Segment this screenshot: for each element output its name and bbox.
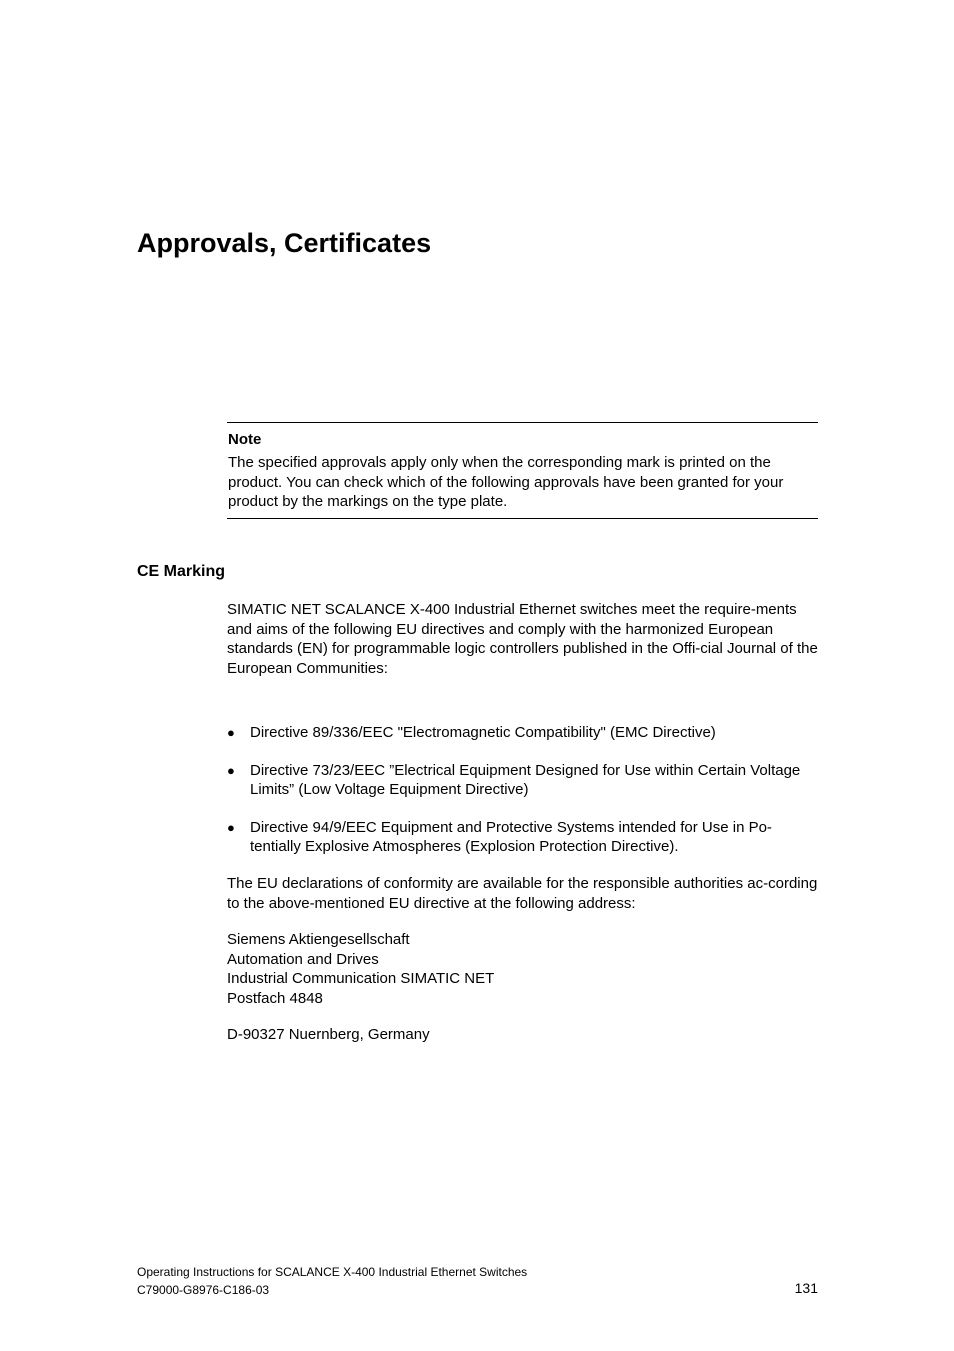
note-box <box>227 422 818 519</box>
address-line: Industrial Communication SIMATIC NET <box>227 970 495 987</box>
bullet-icon: ● <box>227 819 235 835</box>
declaration-paragraph: The EU declarations of conformity are available for the responsible authorities ac-cording to the above-mentioned EU directive at the following address: <box>227 875 818 912</box>
note-heading: Note <box>228 431 262 448</box>
bullet-icon: ● <box>227 725 235 740</box>
section-heading-ce-marking: CE Marking <box>137 563 226 580</box>
bullet-icon: ● <box>227 762 235 778</box>
address-block <box>227 930 818 1008</box>
list-item <box>227 761 818 800</box>
address-city: D-90327 Nuernberg, Germany <box>227 1026 430 1043</box>
directive-text: Directive 94/9/EEC Equipment and Protective Systems intended for Use in Po-tentially Explosive Atmospheres (Explosion Protection Directive). <box>250 818 772 855</box>
ce-intro-paragraph: SIMATIC NET SCALANCE X-400 Industrial Ethernet switches meet the require-ments and aims of the following EU directives and comply with the harmonized European standards (EN) for programmable logic controllers published in the Offi-cial Journal of the European Communities: <box>227 601 818 677</box>
directive-list <box>227 723 818 875</box>
footer-document-info <box>137 1263 527 1299</box>
address-line: Postfach 4848 <box>227 989 323 1007</box>
directive-text: Directive 73/23/EEC ”Electrical Equipment Designed for Use within Certain Voltage Limits” (Low Voltage Equipment Directive) <box>250 761 801 798</box>
directive-text: Directive 89/336/EEC "Electromagnetic Compatibility" (EMC Directive) <box>250 724 716 741</box>
page-number: 131 <box>794 1280 818 1296</box>
list-item <box>227 818 818 857</box>
footer-order-number: C79000-G8976-C186-03 <box>137 1283 270 1297</box>
note-text: The specified approvals apply only when the corresponding mark is printed on the product. You can check which of the following approvals have been granted for your product by the markings on the type plate. <box>228 454 784 510</box>
list-item <box>227 723 818 743</box>
address-line: Siemens Aktiengesellschaft <box>227 931 410 948</box>
footer-manual-title: Operating Instructions for SCALANCE X-400 Industrial Ethernet Switches <box>137 1265 528 1279</box>
address-line: Automation and Drives <box>227 950 379 968</box>
page-title: Approvals, Certificates <box>137 228 432 258</box>
